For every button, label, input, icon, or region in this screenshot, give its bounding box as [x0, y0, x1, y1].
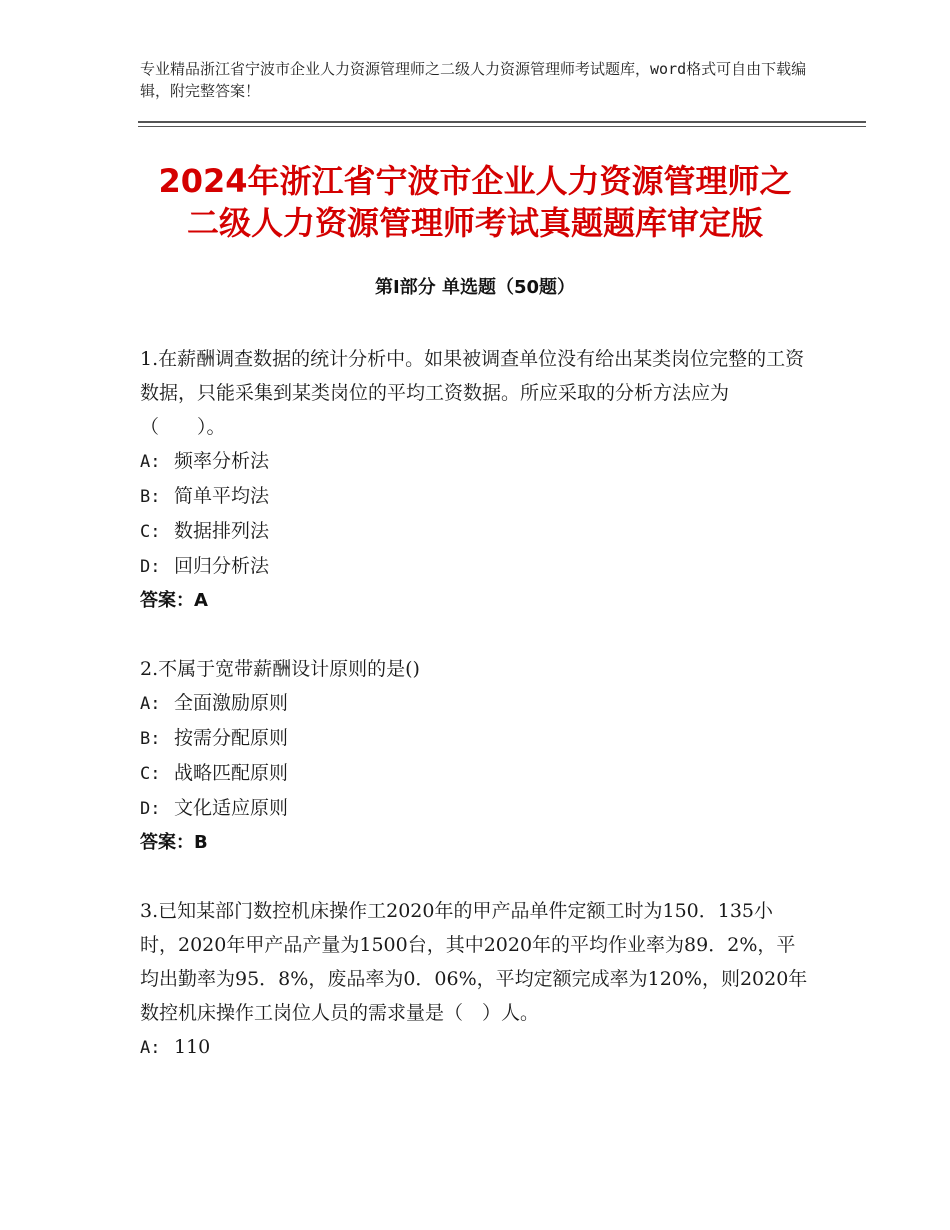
option-letter: A:	[140, 1038, 161, 1058]
option-letter: D:	[140, 557, 161, 577]
option-d	[140, 549, 810, 584]
option-text: 文化适应原则	[174, 797, 289, 819]
header-divider-thin	[138, 126, 866, 127]
question-stem: 3.已知某部门数控机床操作工2020年的甲产品单件定额工时为150．135小时，2020年甲产品产量为1500台，其中2020年的平均作业率为89．2%，平均出勤率为95．8%，废品率为0．06%，平均定额完成率为120%，则2020年数控机床操作工岗位人员的需求量是（ ）人。	[140, 900, 808, 1024]
question-list	[140, 342, 810, 1099]
option-text: 数据排列法	[174, 520, 270, 542]
option-letter: C:	[140, 764, 161, 784]
option-text: 频率分析法	[174, 450, 270, 472]
option-text: 按需分配原则	[174, 727, 289, 749]
document-title-line-2: 二级人力资源管理师考试真题题库审定版	[186, 204, 763, 242]
option-a	[140, 1030, 810, 1065]
header-note: 专业精品浙江省宁波市企业人力资源管理师之二级人力资源管理师考试题库，word格式可自由下载编辑，附完整答案！	[140, 60, 807, 100]
option-text: 全面激励原则	[174, 692, 289, 714]
question-1	[140, 342, 810, 618]
option-text: 110	[174, 1036, 211, 1058]
option-letter: B:	[140, 729, 161, 749]
option-b	[140, 479, 810, 514]
header-divider-thick	[138, 121, 866, 123]
option-c	[140, 514, 810, 549]
option-b	[140, 721, 810, 756]
document-title-line-1: 2024年浙江省宁波市企业人力资源管理师之	[158, 162, 792, 200]
question-2	[140, 652, 810, 860]
option-text: 战略匹配原则	[174, 762, 289, 784]
option-c	[140, 756, 810, 791]
question-stem: 1.在薪酬调查数据的统计分析中。如果被调查单位没有给出某类岗位完整的工资数据，只能采集到某类岗位的平均工资数据。所应采取的分析方法应为（ ）。	[140, 348, 805, 438]
option-letter: A:	[140, 694, 161, 714]
answer-label: 答案：B	[140, 832, 208, 853]
option-letter: B:	[140, 487, 161, 507]
question-3	[140, 894, 810, 1065]
document-title	[100, 160, 850, 244]
option-a	[140, 444, 810, 479]
section-title: 第Ⅰ部分 单选题（50题）	[374, 277, 575, 298]
option-letter: C:	[140, 522, 161, 542]
answer-label: 答案：A	[140, 590, 208, 611]
option-letter: A:	[140, 452, 161, 472]
option-letter: D:	[140, 799, 161, 819]
option-a	[140, 686, 810, 721]
option-text: 回归分析法	[174, 555, 270, 577]
option-d	[140, 791, 810, 826]
option-text: 简单平均法	[174, 485, 270, 507]
question-stem: 2.不属于宽带薪酬设计原则的是()	[140, 658, 420, 680]
